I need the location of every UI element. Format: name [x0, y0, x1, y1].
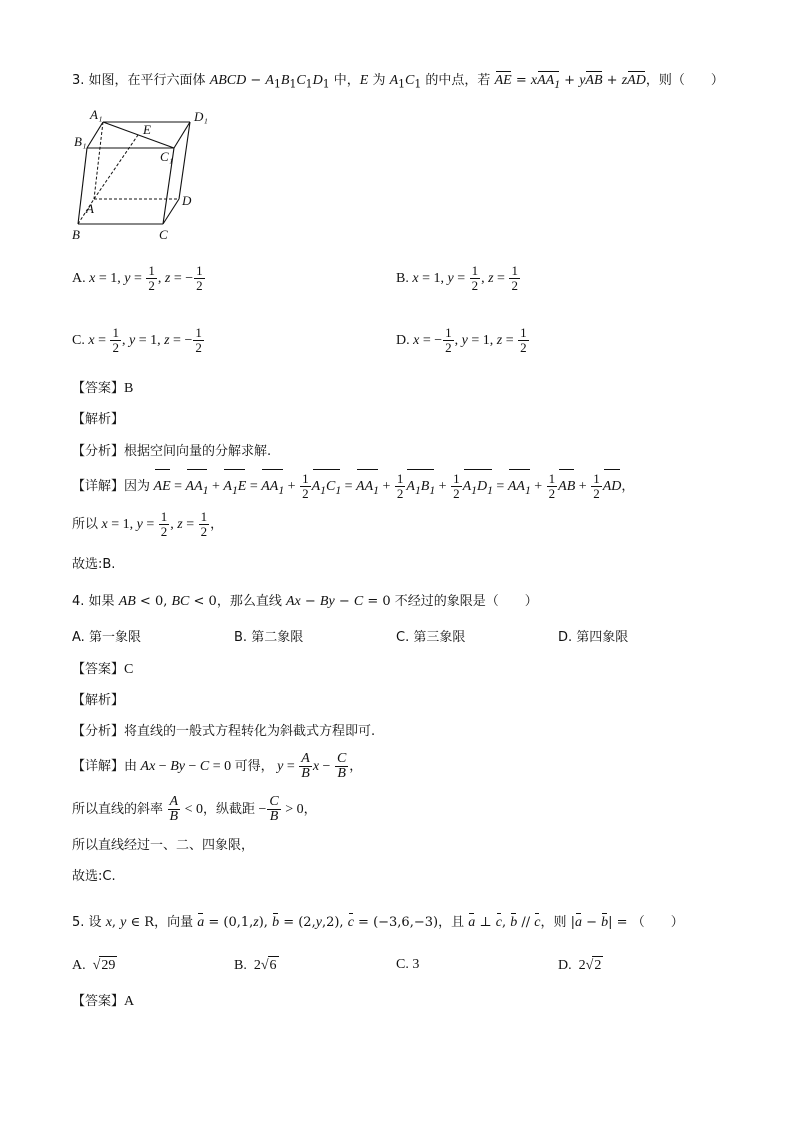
q4-option-c[interactable]: C. 第三象限 — [396, 630, 466, 645]
label-C: C — [159, 227, 168, 242]
q4-choose: 故选:C. — [72, 869, 116, 884]
q5-option-a[interactable]: A. √29 — [72, 958, 116, 973]
q5-option-c[interactable]: C. 3 — [396, 957, 420, 972]
option-letter: A. — [72, 271, 86, 286]
q5-stem: 5. 设 x, y ∈ R，向量 a = (0,1,z), b = (2,y,2), c = (−3,6,−3)，且 a ⊥ c, b // c，则 |a − b| = （ ） — [72, 915, 684, 930]
label-B1: B₁ — [74, 134, 87, 149]
q5-option-b[interactable]: B. 2√6 — [234, 958, 277, 973]
label-C1: C₁ — [160, 149, 174, 164]
q3-choose: 故选:B. — [72, 557, 116, 572]
option-letter: C. — [72, 333, 85, 348]
q4-pass-line: 所以直线经过一、二、四象限， — [72, 838, 255, 853]
q3-answer: 【答案】B — [72, 381, 134, 396]
q4-fenxi: 【分析】将直线的一般式方程转化为斜截式方程即可. — [72, 724, 376, 739]
q4-option-d[interactable]: D. 第四象限 — [558, 630, 629, 645]
q3-option-c[interactable]: C. x = $\frac{1}{2}$ , y = 1, z = − $\frac{1}{2}$ — [72, 325, 202, 356]
q5-answer: 【答案】A — [72, 994, 135, 1009]
label-A1: A₁ — [90, 107, 103, 122]
q3-option-d[interactable]: D. x = − $\frac{1}{2}$ , y = 1, z = $\frac{1}{2}$ — [396, 325, 527, 356]
option-letter: B. — [396, 271, 409, 286]
q4-answer: 【答案】C — [72, 662, 134, 677]
q3-xiangjie: 【详解】因为 AE = $AA_1 + A_1E = AA_1$ + $\frac{1}{2}$ $A_1C_1 = AA_1$ + $\frac{1}{2}$ $A_1B_1$ + $\frac{1}{2}$ $A_1D_1 = AA_1$ + $\frac{1}{2}$ AB + $\frac{1}{2}$ AD， — [72, 470, 634, 508]
q4-xiangjie: 【详解】由 Ax − By − C = 0 可得， y = $\frac{A}{B}$ x − $\frac{C}{B}$ ， — [72, 751, 363, 782]
q5-option-d[interactable]: D. 2√2 — [558, 958, 602, 973]
parallelepiped-figure — [70, 106, 230, 246]
q4-option-a[interactable]: A. 第一象限 — [72, 630, 141, 645]
label-D: D — [182, 193, 192, 208]
label-E: E — [143, 122, 151, 137]
q3-fenxi: 【分析】根据空间向量的分解求解. — [72, 444, 272, 459]
q3-so-line: 所以 x = 1, y = $\frac{1}{2}$ , z = $\frac{1}{2}$ ， — [72, 509, 224, 540]
q4-option-b[interactable]: B. 第二象限 — [234, 630, 304, 645]
q4-slope-line: 所以直线的斜率 $\frac{A}{B}$ < 0，纵截距 − $\frac{C}{B}$ > 0， — [72, 794, 317, 825]
label-A: A — [86, 201, 94, 216]
q3-option-b[interactable]: B. x = 1, y = $\frac{1}{2}$ , z = $\frac{1}{2}$ — [396, 263, 518, 294]
label-D1: D₁ — [194, 109, 208, 124]
q3-analysis-tag: 【解析】 — [72, 412, 125, 427]
option-letter: D. — [396, 333, 410, 348]
q4-stem: 4. 如果 AB < 0, BC < 0，那么直线 Ax − By − C = 0 不经过的象限是（ ） — [72, 594, 538, 609]
q4-analysis-tag: 【解析】 — [72, 693, 125, 708]
label-B: B — [72, 227, 80, 242]
q3-option-a[interactable]: A. x = 1, y = $\frac{1}{2}$ , z = − $\frac{1}{2}$ — [72, 263, 203, 294]
q3-stem: 3. 如图，在平行六面体 ABCD − $A_1B_1C_1D_1$ 中，E 为 $A_1C_1$ 的中点，若 AE = xAA$_1$ + yAB + zAD，则（ ） — [72, 72, 724, 94]
